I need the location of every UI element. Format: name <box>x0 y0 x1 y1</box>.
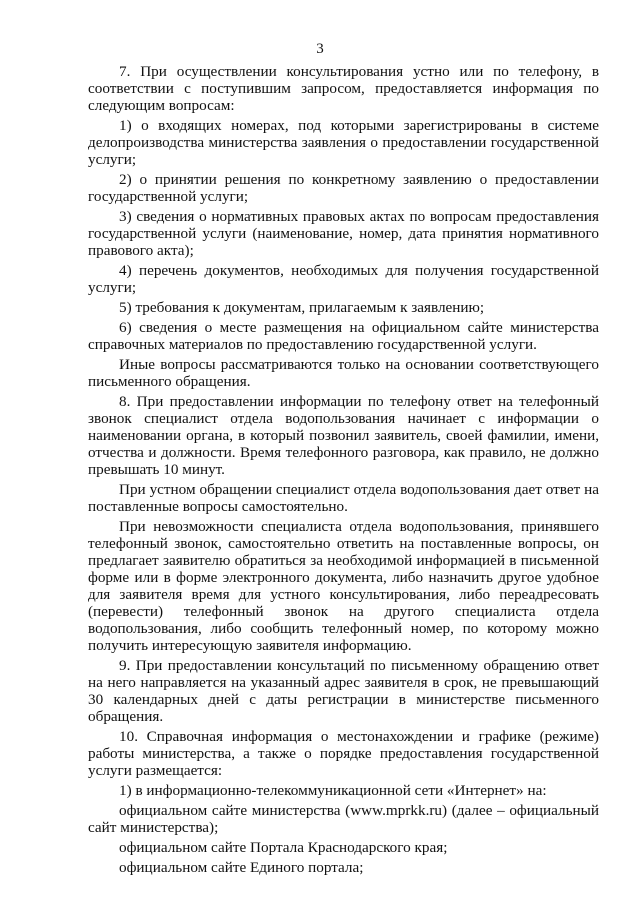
paragraph: 10. Справочная информация о местонахождении и графике (режиме) работы министерства, а также о порядке предоставления государственной услуги размещается: <box>88 728 599 779</box>
document-body <box>88 63 599 879</box>
paragraph: При невозможности специалиста отдела водопользования, принявшего телефонный звонок, самостоятельно ответить на поставленные вопросы, он предлагает заявителю обратиться за необходимой информацией в письменной форме или в форме электронного документа, либо назначить другое удобное для заявителя время для устного консультирования, либо переадресовать (перевести) телефонный звонок на другого специалиста отдела водопользования, либо сообщить телефонный номер, по которому можно получить интересующую заявителя информацию. <box>88 518 599 654</box>
paragraph: 4) перечень документов, необходимых для получения государственной услуги; <box>88 262 599 296</box>
paragraph: 6) сведения о месте размещения на официальном сайте министерства справочных материалов по предоставлению государственной услуги. <box>88 319 599 353</box>
paragraph: официальном сайте Портала Краснодарского края; <box>119 839 448 856</box>
paragraph: официальном сайте министерства (www.mprkk.ru) (далее – официальный сайт министерства); <box>88 802 599 836</box>
page-number: 3 <box>316 41 324 57</box>
paragraph: 8. При предоставлении информации по телефону ответ на телефонный звонок специалист отдела водопользования начинает с информации о наименовании органа, в который позвонил заявитель, своей фамилии, имени, отчества и должности. Время телефонного разговора, как правило, не должно превышать 10 минут. <box>88 393 599 478</box>
paragraph: 7. При осуществлении консультирования устно или по телефону, в соответствии с поступившим запросом, предоставляется информация по следующим вопросам: <box>88 63 599 114</box>
paragraph: Иные вопросы рассматриваются только на основании соответствующего письменного обращения. <box>88 356 599 390</box>
paragraph: 5) требования к документам, прилагаемым к заявлению; <box>119 299 485 316</box>
paragraph: 1) о входящих номерах, под которыми зарегистрированы в системе делопроизводства министерства заявления о предоставлении государственной услуги; <box>88 117 599 168</box>
paragraph: При устном обращении специалист отдела водопользования дает ответ на поставленные вопросы самостоятельно. <box>88 481 599 515</box>
paragraph: 9. При предоставлении консультаций по письменному обращению ответ на него направляется на указанный адрес заявителя в срок, не превышающий 30 календарных дней с даты регистрации в министерстве письменного обращения. <box>88 657 599 725</box>
paragraph: официальном сайте Единого портала; <box>119 859 364 876</box>
paragraph: 2) о принятии решения по конкретному заявлению о предоставлении государственной услуги; <box>88 171 599 205</box>
paragraph: 3) сведения о нормативных правовых актах по вопросам предоставления государственной услуги (наименование, номер, дата принятия нормативного правового акта); <box>88 208 599 259</box>
paragraph: 1) в информационно-телекоммуникационной сети «Интернет» на: <box>119 782 547 799</box>
